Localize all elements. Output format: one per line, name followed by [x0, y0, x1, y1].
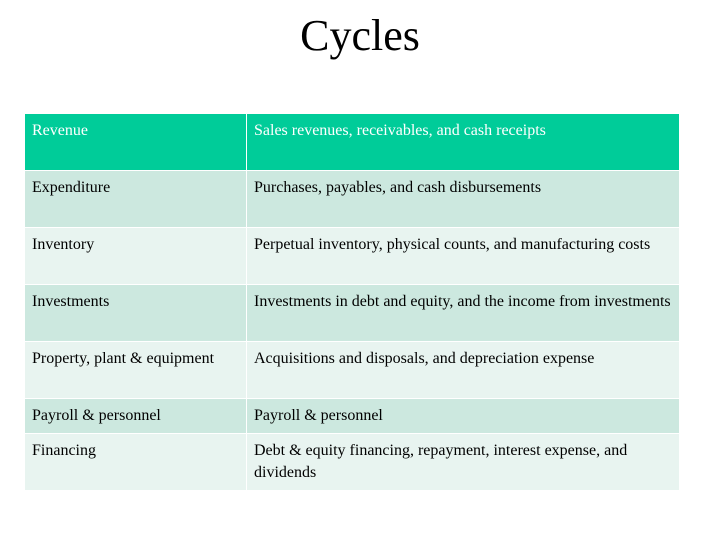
- table-cell-description: Payroll & personnel: [247, 399, 680, 434]
- table-row: [25, 434, 680, 491]
- cycles-table: [24, 113, 680, 491]
- table-cell-cycle: Financing: [25, 434, 247, 491]
- table-row: [25, 285, 680, 342]
- table-cell-cycle: Property, plant & equipment: [25, 342, 247, 399]
- table-cell-description: Sales revenues, receivables, and cash receipts: [247, 114, 680, 171]
- table-row: [25, 399, 680, 434]
- table-cell-description: Debt & equity financing, repayment, interest expense, and dividends: [247, 434, 680, 491]
- table-row: [25, 342, 680, 399]
- table-cell-cycle: Investments: [25, 285, 247, 342]
- table-row: [25, 228, 680, 285]
- table-cell-cycle: Revenue: [25, 114, 247, 171]
- table-cell-description: Purchases, payables, and cash disbursements: [247, 171, 680, 228]
- table-cell-cycle: Payroll & personnel: [25, 399, 247, 434]
- table-cell-description: Investments in debt and equity, and the income from investments: [247, 285, 680, 342]
- slide-title: Cycles: [300, 11, 420, 60]
- table-row: [25, 171, 680, 228]
- table-cell-description: Perpetual inventory, physical counts, and manufacturing costs: [247, 228, 680, 285]
- table-cell-description: Acquisitions and disposals, and depreciation expense: [247, 342, 680, 399]
- table-cell-cycle: Expenditure: [25, 171, 247, 228]
- table-cell-cycle: Inventory: [25, 228, 247, 285]
- table-header-row: [25, 114, 680, 171]
